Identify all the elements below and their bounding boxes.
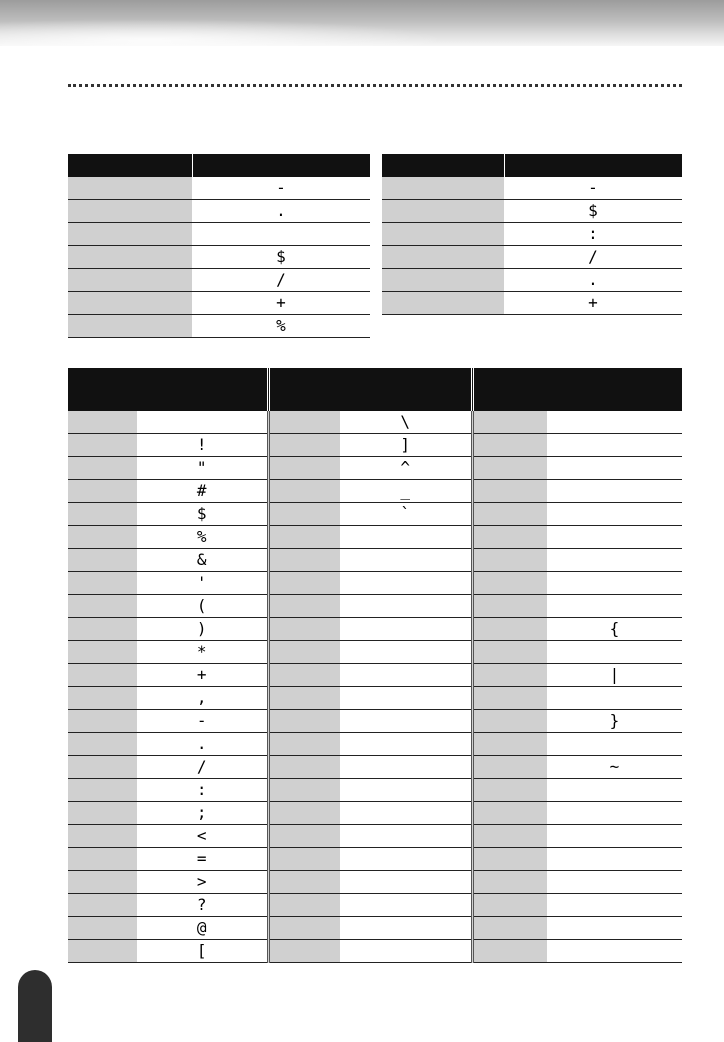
table-header-row [68, 368, 682, 411]
character-cell [340, 526, 472, 549]
character-cell: + [504, 292, 682, 315]
character-cell [340, 917, 472, 940]
header-cell [547, 368, 682, 411]
label-cell [68, 917, 137, 940]
label-cell [268, 917, 340, 940]
label-cell [472, 641, 547, 664]
table-row [68, 779, 682, 802]
character-cell [547, 733, 682, 756]
label-cell [68, 292, 192, 315]
table-row [68, 595, 682, 618]
character-cell: & [137, 549, 268, 572]
label-cell [472, 480, 547, 503]
character-cell [547, 871, 682, 894]
label-cell [68, 641, 137, 664]
character-cell: % [137, 526, 268, 549]
character-cell: } [547, 710, 682, 733]
label-cell [268, 641, 340, 664]
table-row [68, 664, 682, 687]
character-cell [340, 687, 472, 710]
label-cell [472, 825, 547, 848]
label-cell [268, 503, 340, 526]
table-row [68, 848, 682, 871]
character-cell [340, 595, 472, 618]
ascii-character-table [68, 368, 682, 963]
label-cell [472, 664, 547, 687]
character-cell [547, 802, 682, 825]
table-row [382, 246, 682, 269]
character-cell [340, 710, 472, 733]
character-cell [340, 894, 472, 917]
label-cell [268, 664, 340, 687]
character-cell [340, 802, 472, 825]
table-row [68, 457, 682, 480]
label-cell [382, 246, 504, 269]
table-row [68, 618, 682, 641]
table-row [68, 246, 370, 269]
label-cell [268, 687, 340, 710]
character-cell: $ [192, 246, 370, 269]
page-tab-marker [18, 970, 52, 1042]
character-cell: > [137, 871, 268, 894]
character-cell: $ [504, 200, 682, 223]
label-cell [68, 411, 137, 434]
table-row [68, 549, 682, 572]
character-cell: " [137, 457, 268, 480]
table-header-row [382, 154, 682, 177]
label-cell [68, 825, 137, 848]
table-row [68, 756, 682, 779]
character-cell: + [137, 664, 268, 687]
table-row [68, 917, 682, 940]
character-cell [547, 940, 682, 963]
character-cell [547, 641, 682, 664]
label-cell [472, 526, 547, 549]
table-row [68, 825, 682, 848]
label-cell [472, 549, 547, 572]
character-cell [340, 756, 472, 779]
label-cell [68, 177, 192, 200]
label-cell [68, 848, 137, 871]
character-cell: ? [137, 894, 268, 917]
label-cell [472, 779, 547, 802]
character-cell: * [137, 641, 268, 664]
character-cell [547, 503, 682, 526]
header-cell [68, 368, 137, 411]
label-cell [68, 894, 137, 917]
character-cell: # [137, 480, 268, 503]
character-cell [340, 825, 472, 848]
label-cell [268, 733, 340, 756]
table-row [68, 641, 682, 664]
label-cell [472, 871, 547, 894]
character-cell [547, 848, 682, 871]
character-cell [547, 894, 682, 917]
character-cell: ] [340, 434, 472, 457]
character-cell: - [192, 177, 370, 200]
character-cell [547, 480, 682, 503]
character-cell [137, 411, 268, 434]
label-cell [68, 710, 137, 733]
header-cell [268, 368, 340, 411]
character-cell [340, 940, 472, 963]
label-cell [268, 825, 340, 848]
character-cell: ^ [340, 457, 472, 480]
label-cell [268, 940, 340, 963]
character-cell: ) [137, 618, 268, 641]
barcode-table-left [68, 154, 370, 338]
character-cell: $ [137, 503, 268, 526]
character-cell: [ [137, 940, 268, 963]
character-cell [547, 457, 682, 480]
label-cell [68, 595, 137, 618]
label-cell [268, 411, 340, 434]
character-cell [340, 664, 472, 687]
label-cell [68, 269, 192, 292]
table-row [68, 572, 682, 595]
label-cell [268, 595, 340, 618]
label-cell [472, 687, 547, 710]
label-cell [268, 756, 340, 779]
header-cell [504, 154, 682, 177]
table-row [68, 710, 682, 733]
character-cell: / [137, 756, 268, 779]
label-cell [382, 292, 504, 315]
table-row [68, 269, 370, 292]
label-cell [68, 503, 137, 526]
character-cell: / [192, 269, 370, 292]
label-cell [472, 756, 547, 779]
header-swoosh [0, 0, 724, 46]
table-row [68, 802, 682, 825]
character-cell [340, 848, 472, 871]
label-cell [382, 200, 504, 223]
table-row [68, 733, 682, 756]
label-cell [68, 526, 137, 549]
character-cell [192, 223, 370, 246]
character-cell [547, 572, 682, 595]
label-cell [68, 733, 137, 756]
character-cell [340, 549, 472, 572]
label-cell [472, 710, 547, 733]
character-cell [547, 917, 682, 940]
character-cell: ' [137, 572, 268, 595]
character-cell: . [192, 200, 370, 223]
character-cell: / [504, 246, 682, 269]
table-row [68, 503, 682, 526]
character-cell [547, 526, 682, 549]
label-cell [68, 871, 137, 894]
label-cell [68, 756, 137, 779]
table-row [382, 292, 682, 315]
label-cell [268, 618, 340, 641]
character-cell: @ [137, 917, 268, 940]
character-cell [547, 595, 682, 618]
character-cell [547, 411, 682, 434]
table-row [68, 315, 370, 338]
character-cell [340, 779, 472, 802]
label-cell [68, 434, 137, 457]
label-cell [268, 480, 340, 503]
label-cell [268, 779, 340, 802]
label-cell [472, 618, 547, 641]
table-row [382, 200, 682, 223]
table-row [68, 177, 370, 200]
character-cell [340, 733, 472, 756]
dotted-rule [68, 84, 682, 87]
table-row [68, 411, 682, 434]
character-cell: , [137, 687, 268, 710]
label-cell [68, 246, 192, 269]
character-cell: % [192, 315, 370, 338]
label-cell [472, 802, 547, 825]
character-cell: \ [340, 411, 472, 434]
label-cell [268, 710, 340, 733]
table-row [68, 894, 682, 917]
label-cell [472, 595, 547, 618]
header-cell [340, 368, 472, 411]
character-cell [547, 434, 682, 457]
character-cell [340, 618, 472, 641]
character-cell: ~ [547, 756, 682, 779]
label-cell [472, 434, 547, 457]
header-cell [192, 154, 370, 177]
character-cell: _ [340, 480, 472, 503]
character-cell: ( [137, 595, 268, 618]
table-row [68, 292, 370, 315]
label-cell [68, 687, 137, 710]
table-row [382, 177, 682, 200]
character-cell: { [547, 618, 682, 641]
label-cell [68, 549, 137, 572]
character-cell [340, 871, 472, 894]
barcode-table-right [382, 154, 682, 315]
label-cell [268, 848, 340, 871]
character-cell: : [504, 223, 682, 246]
character-cell [547, 825, 682, 848]
header-cell [472, 368, 547, 411]
table-row [68, 687, 682, 710]
label-cell [472, 894, 547, 917]
character-cell: : [137, 779, 268, 802]
header-cell [137, 368, 268, 411]
label-cell [68, 200, 192, 223]
label-cell [472, 411, 547, 434]
character-cell [340, 572, 472, 595]
label-cell [268, 572, 340, 595]
label-cell [472, 572, 547, 595]
table-row [68, 526, 682, 549]
character-cell: . [504, 269, 682, 292]
label-cell [382, 223, 504, 246]
label-cell [382, 177, 504, 200]
label-cell [268, 526, 340, 549]
label-cell [68, 480, 137, 503]
table-row [68, 223, 370, 246]
character-cell [547, 687, 682, 710]
character-cell: - [137, 710, 268, 733]
label-cell [68, 802, 137, 825]
character-cell: | [547, 664, 682, 687]
label-cell [268, 549, 340, 572]
label-cell [472, 940, 547, 963]
character-cell: ! [137, 434, 268, 457]
character-cell: . [137, 733, 268, 756]
table-row [382, 269, 682, 292]
label-cell [68, 223, 192, 246]
character-cell [547, 549, 682, 572]
label-cell [68, 779, 137, 802]
character-cell: ` [340, 503, 472, 526]
table-header-row [68, 154, 370, 177]
label-cell [68, 315, 192, 338]
label-cell [68, 664, 137, 687]
label-cell [472, 503, 547, 526]
table-row [68, 480, 682, 503]
table-row [68, 200, 370, 223]
table-row [68, 434, 682, 457]
table-row [68, 871, 682, 894]
character-cell: + [192, 292, 370, 315]
label-cell [268, 434, 340, 457]
label-cell [268, 802, 340, 825]
label-cell [268, 871, 340, 894]
header-cell [382, 154, 504, 177]
label-cell [268, 457, 340, 480]
character-cell: - [504, 177, 682, 200]
character-cell: = [137, 848, 268, 871]
character-cell [547, 779, 682, 802]
table-row [68, 940, 682, 963]
label-cell [68, 572, 137, 595]
header-cell [68, 154, 192, 177]
label-cell [472, 848, 547, 871]
label-cell [68, 618, 137, 641]
character-cell: < [137, 825, 268, 848]
label-cell [268, 894, 340, 917]
label-cell [382, 269, 504, 292]
character-cell [340, 641, 472, 664]
label-cell [68, 940, 137, 963]
label-cell [472, 733, 547, 756]
label-cell [472, 917, 547, 940]
character-cell: ; [137, 802, 268, 825]
label-cell [68, 457, 137, 480]
table-row [382, 223, 682, 246]
label-cell [472, 457, 547, 480]
